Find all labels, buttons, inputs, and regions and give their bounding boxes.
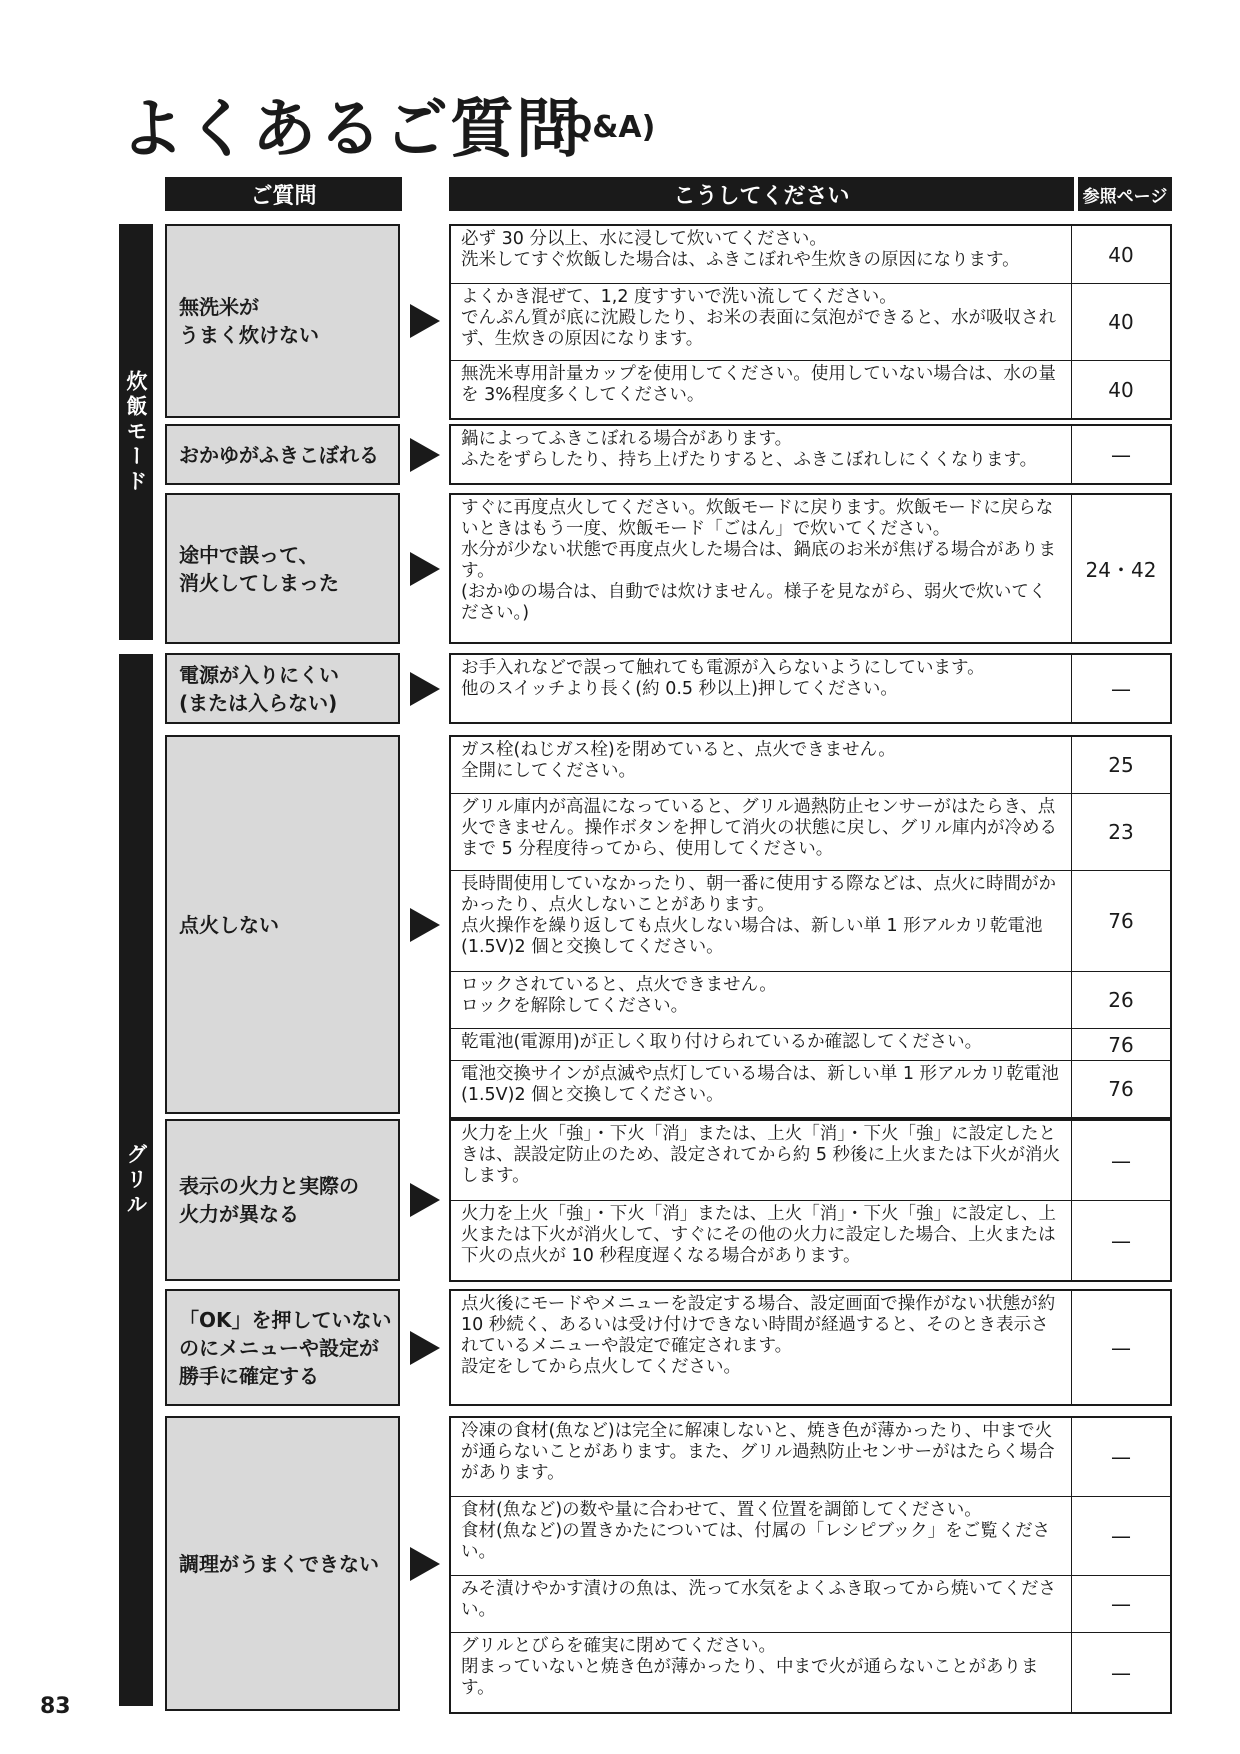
reference-page: 40 <box>1108 310 1134 334</box>
reference-page: 40 <box>1108 242 1134 267</box>
answer-row <box>451 1121 1170 1200</box>
answer-row <box>451 1496 1170 1575</box>
answer-row <box>451 226 1170 283</box>
answer-table <box>449 224 1172 420</box>
arrow-right-icon <box>410 552 440 586</box>
section-label-1 <box>119 654 153 1706</box>
answer-text: 無洗米専用計量カップを使用してください。使用していない場合は、水の量を 3%程度多くしてください。 <box>451 361 1072 418</box>
header-question: ご質問 <box>165 177 402 211</box>
reference-page: — <box>1111 1228 1131 1253</box>
answer-row <box>451 655 1170 722</box>
reference-page: 76 <box>1108 909 1134 933</box>
arrow-right-icon <box>410 304 440 338</box>
answer-text: ロックされていると、点火できません。 ロックを解除してください。 <box>451 972 1072 1028</box>
answer-row <box>451 971 1170 1028</box>
header-answer: こうしてください <box>449 177 1074 211</box>
answer-text: グリルとびらを確実に閉めてください。 閉まっていないと焼き色が薄かったり、中まで火が通らないことがあります。 <box>451 1633 1072 1712</box>
reference-page: — <box>1111 676 1131 701</box>
answer-text: 点火後にモードやメニューを設定する場合、設定画面で操作がない状態が約 10 秒続く、あるいは受け付けできない時間が経過すると、そのとき表示されているメニューや設定で確定されます。 設定をしてから点火してください。 <box>451 1291 1072 1404</box>
page-number: 83 <box>40 1694 71 1719</box>
answer-text: 火力を上火「強」・下火「消」または、上火「消」・下火「強」に設定したときは、誤設定防止のため、設定されてから約 5 秒後に上火または下火が消火します。 <box>451 1121 1072 1200</box>
answer-text: 乾電池(電源用)が正しく取り付けられているか確認してください。 <box>451 1029 1072 1060</box>
answer-text: 火力を上火「強」・下火「消」または、上火「消」・下火「強」に設定し、上火または下火が消火して、すぐにその他の火力に設定した場合、上火または下火の点火が 10 秒程度遅くなる場合があります。 <box>451 1201 1072 1280</box>
answer-row <box>451 1200 1170 1280</box>
reference-page: 76 <box>1108 1077 1134 1101</box>
reference-page: 26 <box>1108 988 1134 1012</box>
answer-text: お手入れなどで誤って触れても電源が入らないようにしています。 他のスイッチより長く(約 0.5 秒以上)押してください。 <box>451 655 1072 722</box>
reference-page: — <box>1111 442 1131 467</box>
answer-table <box>449 1119 1172 1282</box>
answer-table <box>449 493 1172 644</box>
answer-table <box>449 1416 1172 1714</box>
section-label-0 <box>119 224 153 640</box>
answer-table <box>449 653 1172 724</box>
answer-row <box>451 1291 1170 1404</box>
answer-row <box>451 1028 1170 1060</box>
reference-page: — <box>1111 1335 1131 1360</box>
answer-text: 電池交換サインが点滅や点灯している場合は、新しい単 1 形アルカリ乾電池(1.5V)2 個と交換してください。 <box>451 1061 1072 1117</box>
reference-page: 25 <box>1108 753 1134 777</box>
arrow-right-icon <box>410 438 440 472</box>
question-box: 途中で誤って、 消火してしまった <box>165 493 400 644</box>
arrow-right-icon <box>410 1331 440 1365</box>
reference-page: 24・42 <box>1085 558 1157 582</box>
answer-row <box>451 1575 1170 1632</box>
answer-text: グリル庫内が高温になっていると、グリル過熱防止センサーがはたらき、点火できません。操作ボタンを押して消火の状態に戻し、グリル庫内が冷めるまで 5 分程度待ってから、使用してください。 <box>451 794 1072 870</box>
section-label-text: グリル <box>124 1142 148 1218</box>
reference-page: — <box>1111 1592 1131 1616</box>
question-box: 表示の火力と実際の 火力が異なる <box>165 1119 400 1281</box>
question-box: 無洗米が うまく炊けない <box>165 224 400 418</box>
answer-row <box>451 1418 1170 1496</box>
answer-text: 鍋によってふきこぼれる場合があります。 ふたをずらしたり、持ち上げたりすると、ふきこぼれしにくくなります。 <box>451 426 1072 483</box>
answer-row <box>451 360 1170 418</box>
answer-text: みそ漬けやかす漬けの魚は、洗って水気をよくふき取ってから焼いてください。 <box>451 1576 1072 1632</box>
answer-table <box>449 735 1172 1119</box>
answer-text: 冷凍の食材(魚など)は完全に解凍しないと、焼き色が薄かったり、中まで火が通らないことがあります。また、グリル過熱防止センサーがはたらく場合があります。 <box>451 1418 1072 1496</box>
reference-page: 23 <box>1108 820 1134 844</box>
page-subtitle: (Q&A) <box>553 110 656 145</box>
section-label-text: 炊飯モード <box>124 369 148 495</box>
answer-row <box>451 737 1170 793</box>
answer-row <box>451 1632 1170 1712</box>
answer-row <box>451 426 1170 483</box>
answer-table <box>449 1289 1172 1406</box>
question-box: 点火しない <box>165 735 400 1114</box>
answer-text: ガス栓(ねじガス栓)を閉めていると、点火できません。 全開にしてください。 <box>451 737 1072 793</box>
answer-text: 長時間使用していなかったり、朝一番に使用する際などは、点火に時間がかかったり、点火しないことがあります。 点火操作を繰り返しても点火しない場合は、新しい単 1 形アルカリ乾電池(1.5V)2 個と交換してください。 <box>451 871 1072 971</box>
question-box: 調理がうまくできない <box>165 1416 400 1711</box>
answer-table <box>449 424 1172 485</box>
answer-row <box>451 793 1170 870</box>
arrow-right-icon <box>410 672 440 706</box>
reference-page: 76 <box>1108 1032 1134 1057</box>
reference-page: — <box>1111 1660 1131 1685</box>
arrow-right-icon <box>410 908 440 942</box>
answer-row <box>451 495 1170 642</box>
answer-row <box>451 870 1170 971</box>
answer-row <box>451 283 1170 360</box>
answer-text: 食材(魚など)の数や量に合わせて、置く位置を調節してください。 食材(魚など)の置きかたについては、付属の「レシピブック」をご覧ください。 <box>451 1497 1072 1575</box>
answer-row <box>451 1060 1170 1117</box>
answer-text: すぐに再度点火してください。炊飯モードに戻ります。炊飯モードに戻らないときはもう一度、炊飯モード「ごはん」で炊いてください。 水分が少ない状態で再度点火した場合は、鍋底のお米が焦げる場合があります。 (おかゆの場合は、自動では炊けません。様子を見ながら、弱火で炊いてください。) <box>451 495 1072 642</box>
reference-page: — <box>1111 1445 1131 1469</box>
arrow-right-icon <box>410 1183 440 1217</box>
reference-page: 40 <box>1108 377 1134 402</box>
answer-text: 必ず 30 分以上、水に浸して炊いてください。 洗米してすぐ炊飯した場合は、ふきこぼれや生炊きの原因になります。 <box>451 226 1072 283</box>
question-box: おかゆがふきこぼれる <box>165 424 400 485</box>
arrow-right-icon <box>410 1547 440 1581</box>
reference-page: — <box>1111 1148 1131 1173</box>
question-box: 電源が入りにくい (または入らない) <box>165 653 400 724</box>
reference-page: — <box>1111 1524 1131 1548</box>
answer-text: よくかき混ぜて、1,2 度すすいで洗い流してください。 でんぷん質が底に沈殿したり、お米の表面に気泡ができると、水が吸収されず、生炊きの原因になります。 <box>451 284 1072 360</box>
header-reference: 参照ページ <box>1078 177 1172 211</box>
question-box: 「OK」を押していない のにメニューや設定が 勝手に確定する <box>165 1289 400 1406</box>
page-title: よくあるご質問 <box>120 93 582 167</box>
